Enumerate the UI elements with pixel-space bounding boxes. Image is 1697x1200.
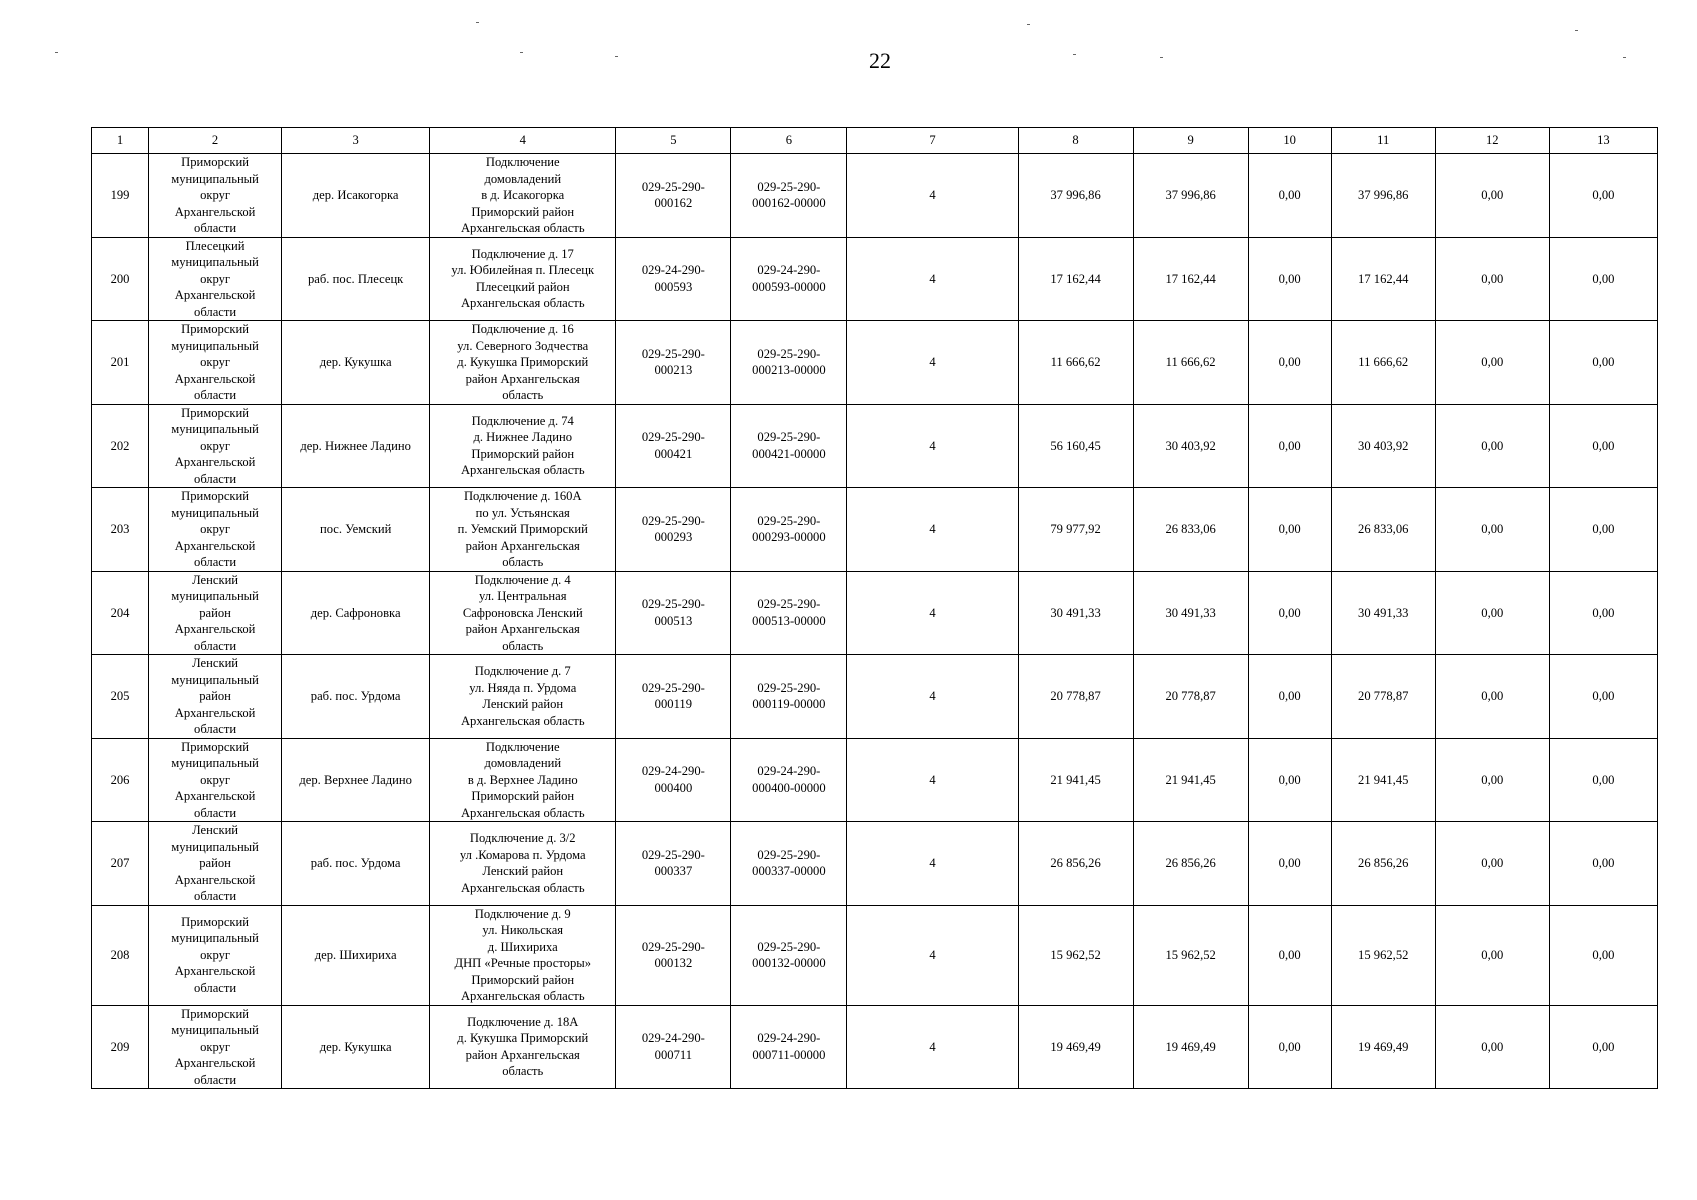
col11-cell: 37 996,86 [1331, 154, 1435, 238]
col10-cell: 0,00 [1248, 655, 1331, 739]
col13-cell: 0,00 [1549, 905, 1657, 1005]
col12-cell: 0,00 [1435, 655, 1549, 739]
municipality-cell: Приморский муниципальный округ Архангельской области [149, 488, 282, 572]
col11-cell: 11 666,62 [1331, 321, 1435, 405]
col9-cell: 37 996,86 [1133, 154, 1248, 238]
col9-cell: 17 162,44 [1133, 237, 1248, 321]
municipality-cell: Приморский муниципальный округ Архангельской области [149, 1005, 282, 1089]
settlement-cell: дер. Сафроновка [282, 571, 430, 655]
row-number: 200 [92, 237, 149, 321]
col10-cell: 0,00 [1248, 404, 1331, 488]
col8-cell: 79 977,92 [1018, 488, 1133, 572]
municipality-cell: Ленский муниципальный район Архангельской области [149, 655, 282, 739]
column-header-12: 12 [1435, 128, 1549, 154]
settlement-cell: дер. Нижнее Ладино [282, 404, 430, 488]
col12-cell: 0,00 [1435, 321, 1549, 405]
col9-cell: 15 962,52 [1133, 905, 1248, 1005]
table-row [92, 237, 1658, 321]
col11-cell: 21 941,45 [1331, 738, 1435, 822]
col7-cell: 4 [847, 655, 1018, 739]
col12-cell: 0,00 [1435, 1005, 1549, 1089]
scan-speck [1575, 30, 1578, 31]
scan-speck [476, 22, 479, 23]
full-code-cell: 029-25-290- 000213-00000 [731, 321, 847, 405]
scan-speck [1073, 54, 1076, 55]
col13-cell: 0,00 [1549, 321, 1657, 405]
col12-cell: 0,00 [1435, 237, 1549, 321]
col10-cell: 0,00 [1248, 738, 1331, 822]
full-code-cell: 029-24-290- 000400-00000 [731, 738, 847, 822]
col13-cell: 0,00 [1549, 237, 1657, 321]
description-cell: Подключение домовладений в д. Исакогорка Приморский район Архангельская область [430, 154, 616, 238]
full-code-cell: 029-25-290- 000513-00000 [731, 571, 847, 655]
col7-cell: 4 [847, 237, 1018, 321]
municipality-cell: Ленский муниципальный район Архангельской области [149, 571, 282, 655]
scan-speck [55, 52, 58, 53]
code-cell: 029-24-290- 000593 [616, 237, 731, 321]
col9-cell: 30 491,33 [1133, 571, 1248, 655]
col7-cell: 4 [847, 571, 1018, 655]
col7-cell: 4 [847, 738, 1018, 822]
col11-cell: 30 403,92 [1331, 404, 1435, 488]
scan-speck [615, 56, 618, 57]
table-row [92, 822, 1658, 906]
col9-cell: 21 941,45 [1133, 738, 1248, 822]
municipality-cell: Приморский муниципальный округ Архангельской области [149, 154, 282, 238]
settlement-cell: дер. Кукушка [282, 1005, 430, 1089]
description-cell: Подключение д. 17 ул. Юбилейная п. Плесецк Плесецкий район Архангельская область [430, 237, 616, 321]
col8-cell: 30 491,33 [1018, 571, 1133, 655]
description-cell: Подключение д. 74 д. Нижнее Ладино Приморский район Архангельская область [430, 404, 616, 488]
col12-cell: 0,00 [1435, 905, 1549, 1005]
col13-cell: 0,00 [1549, 655, 1657, 739]
code-cell: 029-25-290- 000513 [616, 571, 731, 655]
row-number: 208 [92, 905, 149, 1005]
settlement-cell: раб. пос. Урдома [282, 655, 430, 739]
col9-cell: 19 469,49 [1133, 1005, 1248, 1089]
description-cell: Подключение д. 16 ул. Северного Зодчества д. Кукушка Приморский район Архангельская область [430, 321, 616, 405]
scan-speck [520, 52, 523, 53]
col7-cell: 4 [847, 822, 1018, 906]
col13-cell: 0,00 [1549, 404, 1657, 488]
settlement-cell: дер. Исакогорка [282, 154, 430, 238]
settlement-cell: дер. Кукушка [282, 321, 430, 405]
col13-cell: 0,00 [1549, 488, 1657, 572]
column-header-13: 13 [1549, 128, 1657, 154]
column-header-4: 4 [430, 128, 616, 154]
col12-cell: 0,00 [1435, 404, 1549, 488]
col11-cell: 20 778,87 [1331, 655, 1435, 739]
col11-cell: 30 491,33 [1331, 571, 1435, 655]
col13-cell: 0,00 [1549, 154, 1657, 238]
col12-cell: 0,00 [1435, 822, 1549, 906]
col10-cell: 0,00 [1248, 905, 1331, 1005]
column-header-5: 5 [616, 128, 731, 154]
column-header-7: 7 [847, 128, 1018, 154]
row-number: 205 [92, 655, 149, 739]
col11-cell: 19 469,49 [1331, 1005, 1435, 1089]
description-cell: Подключение д. 160А по ул. Устьянская п. Уемский Приморский район Архангельская область [430, 488, 616, 572]
col11-cell: 15 962,52 [1331, 905, 1435, 1005]
col12-cell: 0,00 [1435, 154, 1549, 238]
municipality-cell: Приморский муниципальный округ Архангельской области [149, 738, 282, 822]
row-number: 199 [92, 154, 149, 238]
table-row [92, 404, 1658, 488]
col8-cell: 26 856,26 [1018, 822, 1133, 906]
municipality-cell: Приморский муниципальный округ Архангельской области [149, 404, 282, 488]
column-header-10: 10 [1248, 128, 1331, 154]
scan-speck [1623, 57, 1626, 58]
col13-cell: 0,00 [1549, 822, 1657, 906]
col12-cell: 0,00 [1435, 571, 1549, 655]
col8-cell: 20 778,87 [1018, 655, 1133, 739]
col8-cell: 15 962,52 [1018, 905, 1133, 1005]
code-cell: 029-25-290- 000337 [616, 822, 731, 906]
table-row [92, 655, 1658, 739]
row-number: 202 [92, 404, 149, 488]
code-cell: 029-24-290- 000711 [616, 1005, 731, 1089]
col10-cell: 0,00 [1248, 321, 1331, 405]
description-cell: Подключение д. 7 ул. Няяда п. Урдома Ленский район Архангельская область [430, 655, 616, 739]
table-body [92, 154, 1658, 1089]
column-header-6: 6 [731, 128, 847, 154]
row-number: 209 [92, 1005, 149, 1089]
full-code-cell: 029-25-290- 000421-00000 [731, 404, 847, 488]
municipality-cell: Приморский муниципальный округ Архангельской области [149, 905, 282, 1005]
col10-cell: 0,00 [1248, 488, 1331, 572]
code-cell: 029-25-290- 000421 [616, 404, 731, 488]
col9-cell: 11 666,62 [1133, 321, 1248, 405]
col8-cell: 11 666,62 [1018, 321, 1133, 405]
municipality-cell: Плесецкий муниципальный округ Архангельской области [149, 237, 282, 321]
code-cell: 029-25-290- 000119 [616, 655, 731, 739]
settlement-cell: раб. пос. Плесецк [282, 237, 430, 321]
code-cell: 029-25-290- 000132 [616, 905, 731, 1005]
col8-cell: 17 162,44 [1018, 237, 1133, 321]
column-header-3: 3 [282, 128, 430, 154]
col11-cell: 26 833,06 [1331, 488, 1435, 572]
row-number: 206 [92, 738, 149, 822]
col10-cell: 0,00 [1248, 1005, 1331, 1089]
col11-cell: 26 856,26 [1331, 822, 1435, 906]
column-header-1: 1 [92, 128, 149, 154]
col7-cell: 4 [847, 1005, 1018, 1089]
col9-cell: 26 856,26 [1133, 822, 1248, 906]
col13-cell: 0,00 [1549, 571, 1657, 655]
header-row [92, 128, 1658, 154]
col8-cell: 56 160,45 [1018, 404, 1133, 488]
municipality-cell: Приморский муниципальный округ Архангельской области [149, 321, 282, 405]
col10-cell: 0,00 [1248, 237, 1331, 321]
data-table [91, 127, 1658, 1089]
col9-cell: 26 833,06 [1133, 488, 1248, 572]
settlement-cell: раб. пос. Урдома [282, 822, 430, 906]
column-header-9: 9 [1133, 128, 1248, 154]
row-number: 204 [92, 571, 149, 655]
settlement-cell: дер. Шихириха [282, 905, 430, 1005]
col8-cell: 19 469,49 [1018, 1005, 1133, 1089]
col13-cell: 0,00 [1549, 738, 1657, 822]
col13-cell: 0,00 [1549, 1005, 1657, 1089]
col7-cell: 4 [847, 321, 1018, 405]
scan-speck [1160, 57, 1163, 58]
col9-cell: 20 778,87 [1133, 655, 1248, 739]
table-row [92, 738, 1658, 822]
full-code-cell: 029-25-290- 000337-00000 [731, 822, 847, 906]
col7-cell: 4 [847, 154, 1018, 238]
scan-speck [1027, 24, 1030, 25]
code-cell: 029-25-290- 000213 [616, 321, 731, 405]
description-cell: Подключение д. 3/2 ул .Комарова п. Урдома Ленский район Архангельская область [430, 822, 616, 906]
column-header-8: 8 [1018, 128, 1133, 154]
column-header-2: 2 [149, 128, 282, 154]
col12-cell: 0,00 [1435, 738, 1549, 822]
municipality-cell: Ленский муниципальный район Архангельской области [149, 822, 282, 906]
col7-cell: 4 [847, 488, 1018, 572]
col10-cell: 0,00 [1248, 822, 1331, 906]
row-number: 203 [92, 488, 149, 572]
table-row [92, 571, 1658, 655]
col7-cell: 4 [847, 404, 1018, 488]
row-number: 207 [92, 822, 149, 906]
table-row [92, 321, 1658, 405]
table-row [92, 905, 1658, 1005]
table-row [92, 154, 1658, 238]
full-code-cell: 029-24-290- 000711-00000 [731, 1005, 847, 1089]
col11-cell: 17 162,44 [1331, 237, 1435, 321]
settlement-cell: пос. Уемский [282, 488, 430, 572]
full-code-cell: 029-25-290- 000119-00000 [731, 655, 847, 739]
description-cell: Подключение домовладений в д. Верхнее Ладино Приморский район Архангельская область [430, 738, 616, 822]
full-code-cell: 029-25-290- 000162-00000 [731, 154, 847, 238]
description-cell: Подключение д. 4 ул. Центральная Сафроновска Ленский район Архангельская область [430, 571, 616, 655]
description-cell: Подключение д. 18А д. Кукушка Приморский район Архангельская область [430, 1005, 616, 1089]
code-cell: 029-24-290- 000400 [616, 738, 731, 822]
col8-cell: 21 941,45 [1018, 738, 1133, 822]
col7-cell: 4 [847, 905, 1018, 1005]
code-cell: 029-25-290- 000162 [616, 154, 731, 238]
code-cell: 029-25-290- 000293 [616, 488, 731, 572]
col8-cell: 37 996,86 [1018, 154, 1133, 238]
table-row [92, 488, 1658, 572]
full-code-cell: 029-24-290- 000593-00000 [731, 237, 847, 321]
col9-cell: 30 403,92 [1133, 404, 1248, 488]
settlement-cell: дер. Верхнее Ладино [282, 738, 430, 822]
col10-cell: 0,00 [1248, 571, 1331, 655]
page-number: 22 [869, 48, 891, 73]
col12-cell: 0,00 [1435, 488, 1549, 572]
table-row [92, 1005, 1658, 1089]
column-header-11: 11 [1331, 128, 1435, 154]
full-code-cell: 029-25-290- 000293-00000 [731, 488, 847, 572]
description-cell: Подключение д. 9 ул. Никольская д. Шихириха ДНП «Речные просторы» Приморский район Архангельская область [430, 905, 616, 1005]
row-number: 201 [92, 321, 149, 405]
col10-cell: 0,00 [1248, 154, 1331, 238]
full-code-cell: 029-25-290- 000132-00000 [731, 905, 847, 1005]
